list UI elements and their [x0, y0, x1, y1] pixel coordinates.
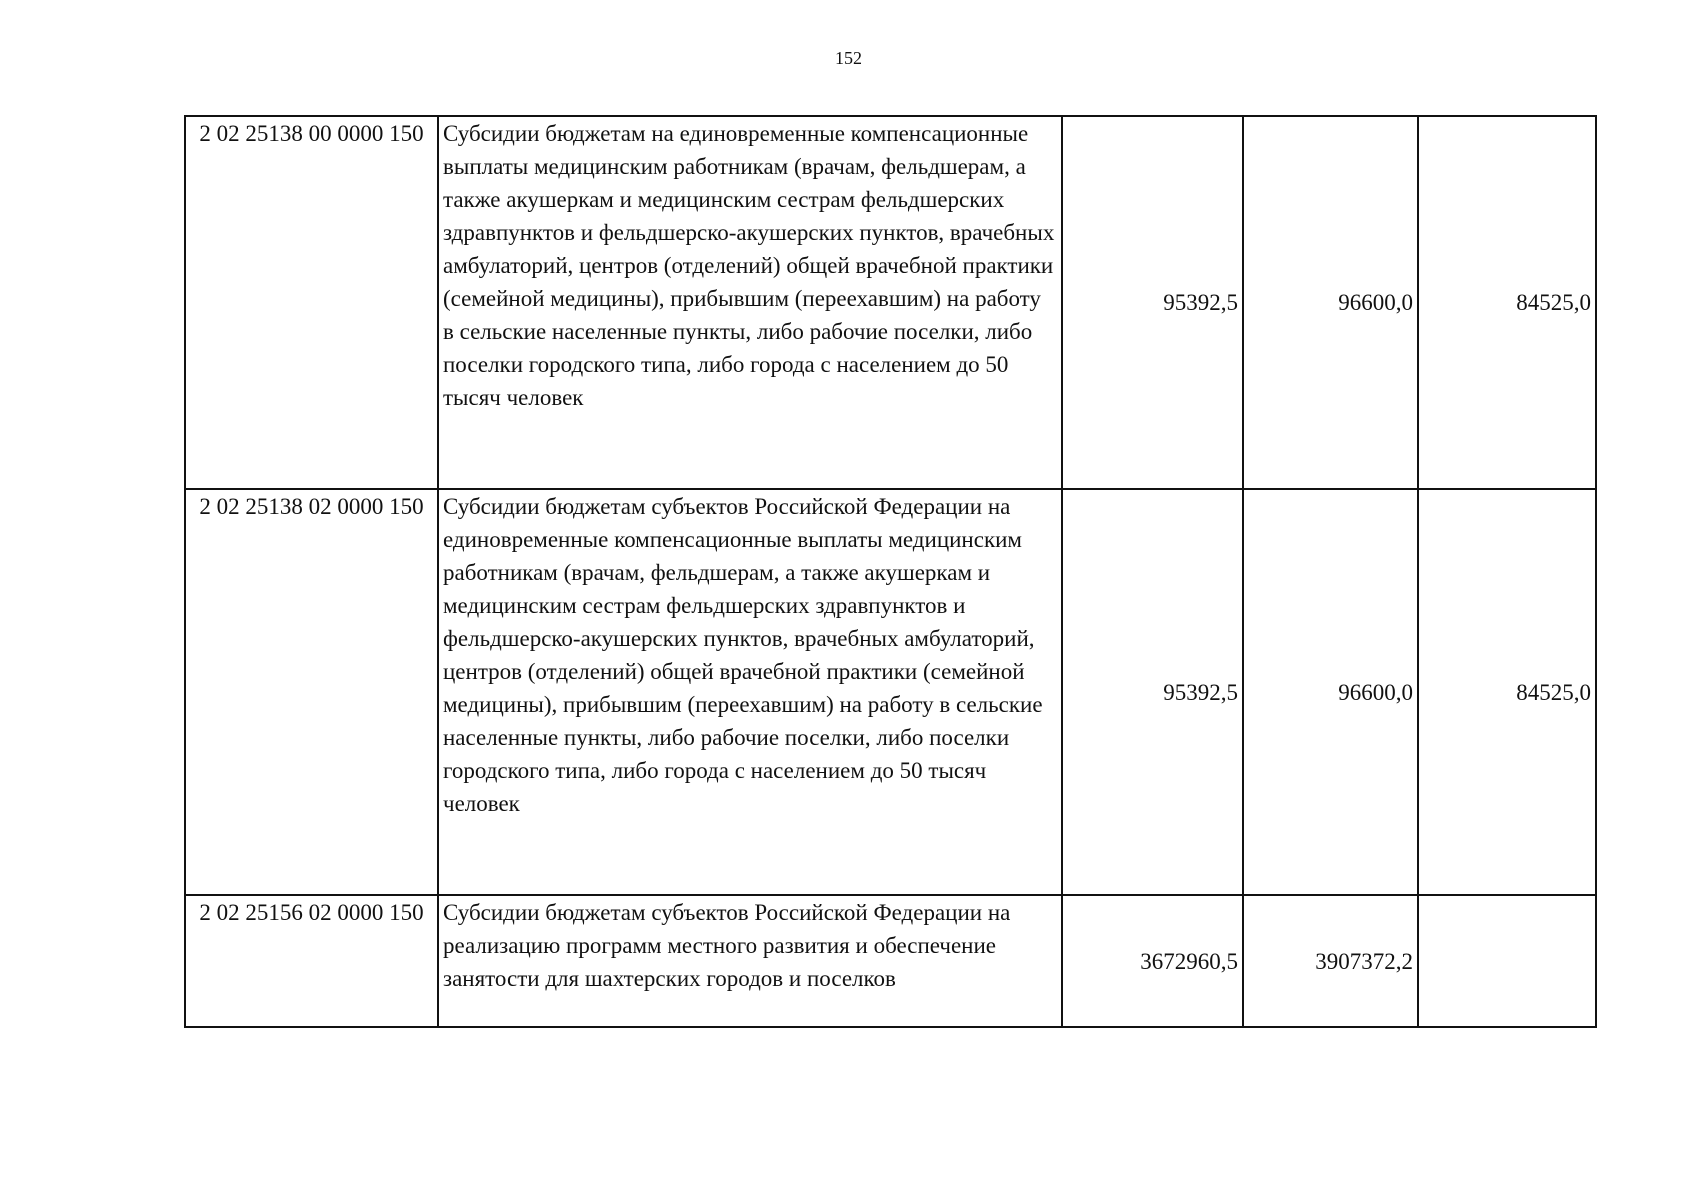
- table-row: [185, 116, 1596, 489]
- amount-cell-1: 95392,5: [1062, 489, 1243, 895]
- description-cell: Субсидии бюджетам субъектов Российской Федерации на реализацию программ местного развития и обеспечение занятости для шахтерских городов и поселков: [438, 895, 1062, 1027]
- amount-cell-2: 96600,0: [1243, 116, 1418, 489]
- description-cell: Субсидии бюджетам субъектов Российской Федерации на единовременные компенсационные выплаты медицинским работникам (врачам, фельдшерам, а также акушеркам и медицинским сестрам фельдшерских здравпунктов и фельдшерско-акушерских пунктов, врачебных амбулаторий, центров (отделений) общей врачебной практики (семейной медицины), прибывшим (переехавшим) на работу в сельские населенные пункты, либо рабочие поселки, либо поселки городского типа, либо города с населением до 50 тысяч человек: [438, 489, 1062, 895]
- budget-code-cell: 2 02 25138 02 0000 150: [185, 489, 438, 895]
- description-cell: Субсидии бюджетам на единовременные компенсационные выплаты медицинским работникам (врачам, фельдшерам, а также акушеркам и медицинским сестрам фельдшерских здравпунктов и фельдшерско-акушерских пунктов, врачебных амбулаторий, центров (отделений) общей врачебной практики (семейной медицины), прибывшим (переехавшим) на работу в сельские населенные пункты, либо рабочие поселки, либо поселки городского типа, либо города с населением до 50 тысяч человек: [438, 116, 1062, 489]
- budget-code-cell: 2 02 25138 00 0000 150: [185, 116, 438, 489]
- budget-table: [184, 115, 1597, 1028]
- amount-cell-3: [1418, 895, 1596, 1027]
- table-row: [185, 895, 1596, 1027]
- table-row: [185, 489, 1596, 895]
- amount-cell-2: 3907372,2: [1243, 895, 1418, 1027]
- amount-cell-2: 96600,0: [1243, 489, 1418, 895]
- amount-cell-3: 84525,0: [1418, 489, 1596, 895]
- amount-cell-3: 84525,0: [1418, 116, 1596, 489]
- budget-code-cell: 2 02 25156 02 0000 150: [185, 895, 438, 1027]
- amount-cell-1: 3672960,5: [1062, 895, 1243, 1027]
- page-number: 152: [835, 48, 862, 68]
- amount-cell-1: 95392,5: [1062, 116, 1243, 489]
